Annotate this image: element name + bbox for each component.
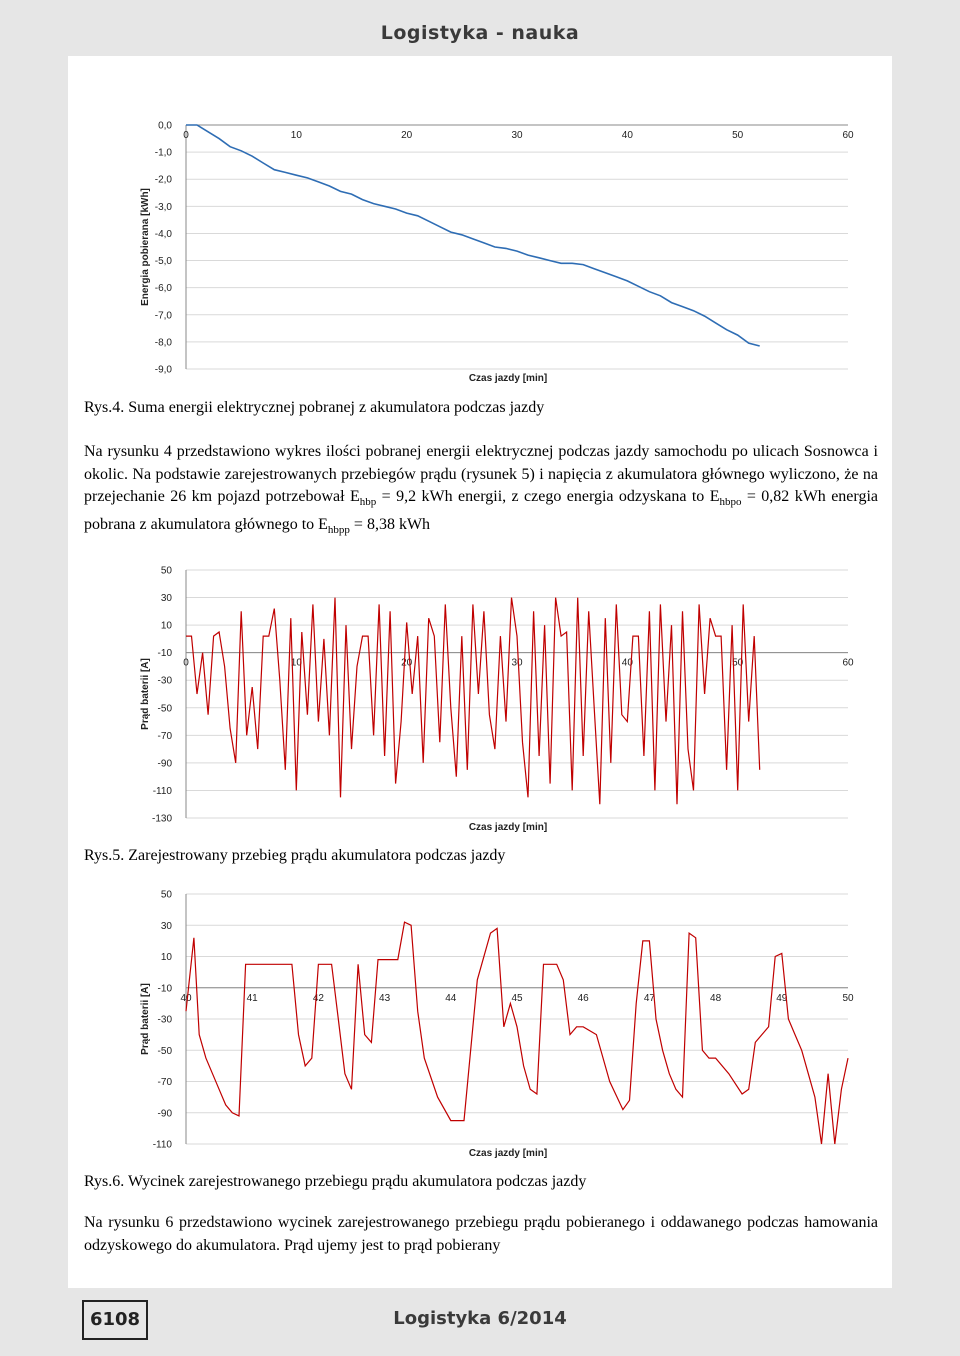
current-chart-svg — [68, 560, 892, 845]
y-tick-label: -9,0 — [154, 364, 172, 376]
x-axis-title: Czas jazdy [min] — [468, 373, 548, 384]
journal-title: Logistyka 6/2014 — [393, 1308, 567, 1329]
y-tick-label: 10 — [160, 952, 172, 963]
paragraph-1-sub-c: hbpp — [327, 523, 350, 536]
paragraph-1-text-a: Na rysunku 4 przedstawiono wykres ilości pobranej energii elektrycznej podczas jazdy samochodu po ulicach Sosnowca i okolic. Na podstawie zarejestrowanych przebiegów prądu (rysunek 5) i napięcia z akumulatora głównego wyliczono, że na przejechanie 26 km pojazd potrzebował E — [84, 443, 878, 505]
x-tick-label: 47 — [643, 992, 655, 1004]
x-tick-label: 43 — [379, 992, 391, 1004]
y-tick-label: -70 — [157, 730, 172, 742]
x-tick-label: 50 — [842, 992, 854, 1004]
paragraph-1-text-b: = 9,2 kWh energii, z czego energia odzyskana to E — [376, 488, 720, 505]
running-header: Logistyka - nauka — [380, 22, 580, 44]
series-line — [186, 922, 848, 1144]
x-tick-label: 40 — [180, 992, 192, 1004]
y-tick-label: -10 — [157, 648, 172, 660]
series-line — [186, 125, 760, 346]
x-tick-label: 0 — [183, 130, 189, 141]
y-axis-title: Prąd baterii [A] — [140, 658, 151, 730]
y-tick-label: -4,0 — [154, 228, 172, 240]
energy-chart — [68, 111, 892, 401]
y-tick-label: -50 — [157, 703, 172, 715]
x-axis-title: Czas jazdy [min] — [468, 822, 548, 833]
x-tick-label: 30 — [511, 657, 523, 669]
energy-chart-svg — [68, 111, 892, 401]
y-tick-label: 30 — [160, 593, 172, 605]
y-tick-label: 30 — [160, 920, 172, 932]
y-tick-label: -6,0 — [154, 283, 172, 295]
x-tick-label: 20 — [401, 657, 413, 669]
y-tick-label: 50 — [160, 889, 172, 901]
x-tick-label: 40 — [621, 130, 633, 141]
x-tick-label: 41 — [246, 992, 258, 1004]
paragraph-2: Na rysunku 6 przedstawiono wycinek zarejestrowanego przebiegu prądu pobieranego i oddawanego podczas hamowania odzyskowego do akumulatora. Prąd ujemy jest to prąd pobierany — [84, 1214, 878, 1254]
y-axis-title: Prąd baterii [A] — [140, 983, 151, 1055]
y-tick-label: -70 — [157, 1077, 172, 1088]
y-tick-label: -110 — [152, 785, 172, 797]
x-axis-title: Czas jazdy [min] — [468, 1148, 548, 1159]
x-tick-label: 45 — [511, 992, 523, 1004]
y-tick-label: 50 — [160, 565, 172, 577]
x-tick-label: 49 — [776, 992, 788, 1004]
x-tick-label: 30 — [511, 130, 523, 141]
x-tick-label: 50 — [732, 657, 744, 669]
y-tick-label: -90 — [157, 1108, 172, 1120]
y-tick-label: -90 — [157, 758, 172, 770]
y-tick-label: -130 — [151, 813, 172, 825]
x-tick-label: 44 — [445, 992, 457, 1004]
y-tick-label: -30 — [157, 675, 172, 687]
paragraph-1-text-c: = 0,82 kWh energia pobrana z akumulatora głównego to E — [84, 488, 878, 533]
y-tick-label: -110 — [152, 1139, 172, 1151]
x-tick-label: 46 — [577, 992, 589, 1004]
series-line — [186, 598, 760, 805]
x-tick-label: 60 — [842, 657, 854, 669]
current-detail-chart — [68, 882, 892, 1167]
x-tick-label: 20 — [401, 130, 413, 141]
page — [68, 56, 892, 1288]
paragraph-1-text-d: = 8,38 kWh — [349, 515, 431, 533]
y-tick-label: -2,0 — [154, 174, 172, 186]
x-tick-label: 10 — [290, 657, 302, 669]
y-tick-label: -5,0 — [154, 256, 172, 268]
x-tick-label: 48 — [710, 992, 722, 1004]
y-tick-label: -1,0 — [154, 147, 172, 159]
current-chart — [68, 560, 892, 845]
paragraph-1 — [84, 441, 878, 541]
x-tick-label: 50 — [732, 130, 744, 141]
y-axis-title: Energia pobierana [kWh] — [140, 188, 151, 306]
y-tick-label: 10 — [160, 620, 172, 632]
y-tick-label: 0,0 — [158, 120, 172, 132]
x-tick-label: 0 — [183, 657, 189, 669]
page-number: 6108 — [82, 1300, 148, 1340]
y-tick-label: -50 — [157, 1045, 172, 1057]
y-tick-label: -7,0 — [154, 310, 172, 322]
current-detail-chart-svg — [68, 882, 892, 1167]
y-tick-label: -10 — [157, 983, 172, 995]
paragraph-1-sub-a: hbp — [359, 496, 377, 509]
figure-6-caption: Rys.6. Wycinek zarejestrowanego przebiegu prądu akumulatora podczas jazdy — [84, 1173, 587, 1190]
x-tick-label: 10 — [290, 130, 302, 141]
x-tick-label: 42 — [312, 992, 324, 1004]
y-tick-label: -3,0 — [154, 201, 172, 213]
x-tick-label: 40 — [621, 657, 633, 669]
figure-4-caption: Rys.4. Suma energii elektrycznej pobranej z akumulatora podczas jazdy — [84, 399, 545, 416]
y-tick-label: -8,0 — [154, 337, 172, 349]
x-tick-label: 60 — [842, 130, 854, 141]
y-tick-label: -30 — [157, 1014, 172, 1026]
figure-5-caption: Rys.5. Zarejestrowany przebieg prądu akumulatora podczas jazdy — [84, 847, 506, 864]
paragraph-1-sub-b: hbpo — [719, 496, 742, 509]
